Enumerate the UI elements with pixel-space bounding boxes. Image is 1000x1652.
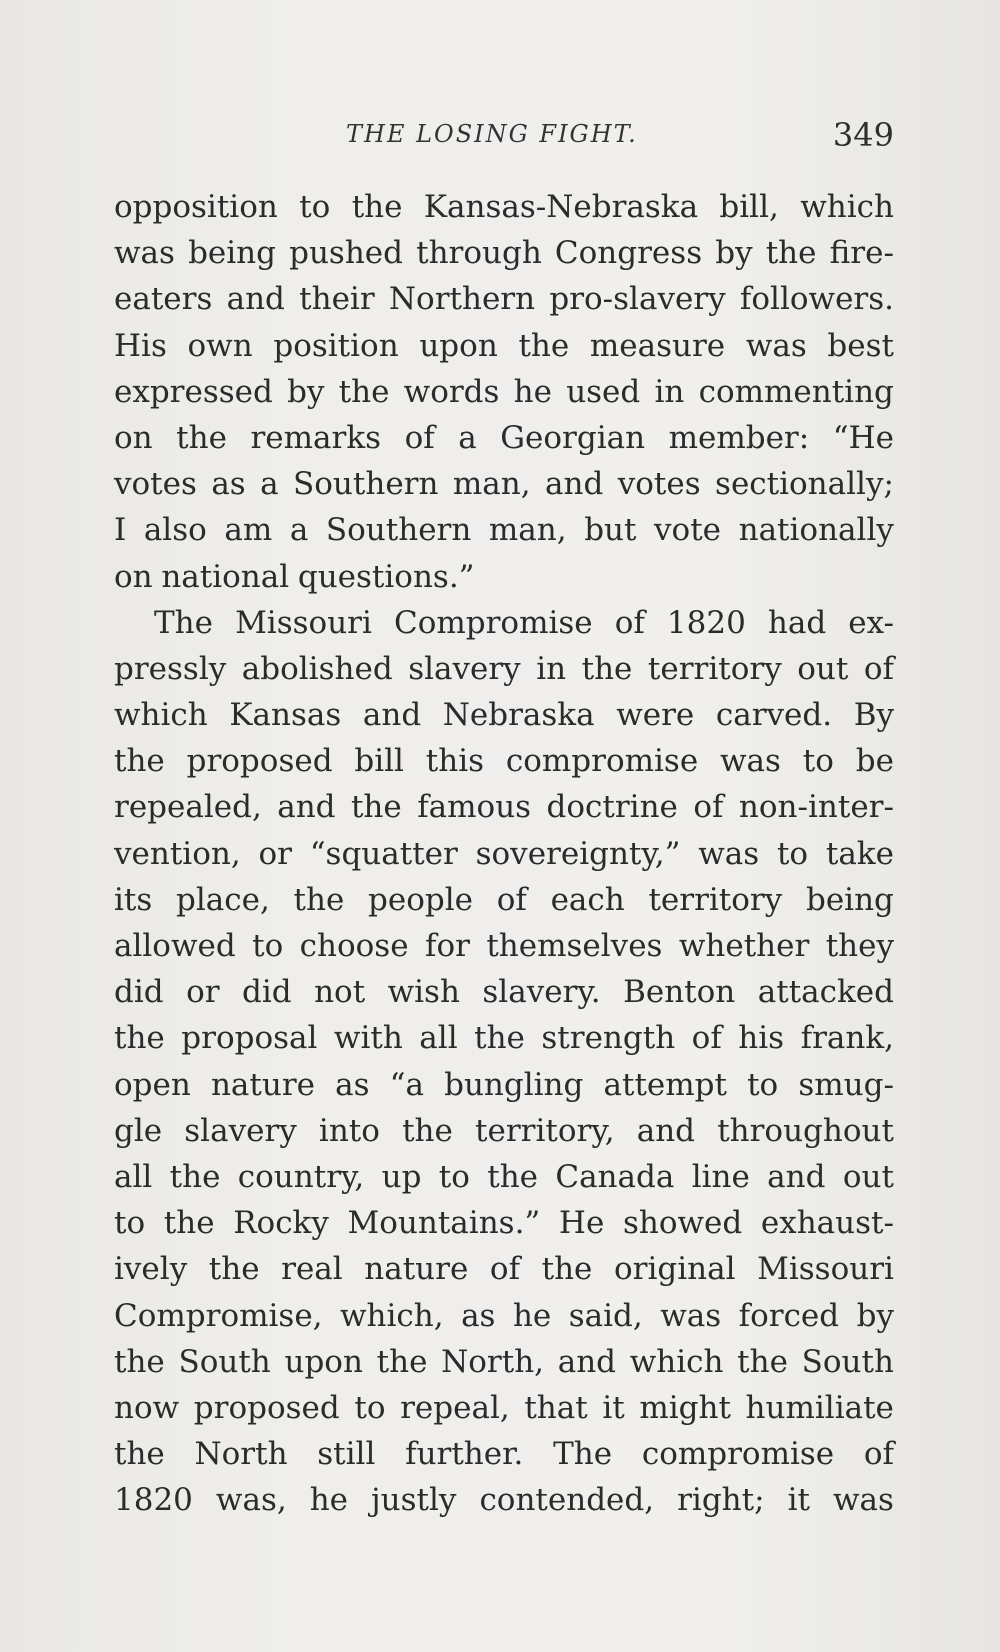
text-line (114, 969, 894, 1015)
word: attempt (603, 1066, 727, 1103)
word: and (277, 789, 336, 826)
word: of (691, 1020, 722, 1057)
word: upon (284, 1343, 363, 1380)
word: attacked (757, 974, 894, 1011)
word: or (258, 835, 292, 872)
word: slavery (184, 1112, 297, 1149)
text-line (114, 230, 894, 276)
word: The (553, 1436, 613, 1473)
word: ex- (848, 604, 894, 641)
word: not (314, 974, 366, 1011)
word: or (186, 974, 220, 1011)
word: the (487, 1158, 539, 1195)
word: was (832, 1482, 894, 1519)
word: to (802, 743, 834, 780)
word: used (566, 373, 641, 410)
word: best (827, 327, 894, 364)
word: proposal (181, 1020, 318, 1057)
word: of (614, 604, 645, 641)
word: to (299, 189, 331, 225)
word: had (767, 604, 827, 641)
word: of (863, 1436, 894, 1473)
word: pressly (114, 650, 227, 687)
word: all (114, 1158, 153, 1195)
text-line (114, 1385, 894, 1431)
word: through (416, 235, 542, 272)
word: was (745, 327, 807, 364)
word: by (287, 373, 325, 410)
word: territory (647, 650, 782, 687)
word: Compromise (393, 604, 593, 641)
word: territory (648, 881, 783, 918)
text-line (114, 1062, 894, 1108)
word: questions.” (297, 558, 475, 595)
page-number: 349 (832, 116, 894, 154)
word: 1820 (114, 1482, 193, 1519)
word: Rocky (233, 1205, 329, 1242)
word: and (767, 1158, 826, 1195)
word: their (299, 281, 375, 318)
word: “He (832, 419, 894, 456)
word: North (194, 1436, 288, 1473)
word: and (557, 1343, 617, 1380)
word: being (805, 881, 894, 918)
word: on (114, 558, 153, 595)
word: up (381, 1158, 422, 1195)
word: to (747, 1066, 779, 1103)
word: ively (114, 1251, 188, 1288)
word: the (402, 1112, 453, 1149)
word: vention, (114, 835, 241, 872)
word: choose (299, 928, 409, 964)
word: a (260, 466, 279, 503)
word: to (438, 1158, 470, 1195)
word: in (654, 373, 685, 410)
word: carved. (715, 697, 833, 734)
word: the (474, 1020, 525, 1057)
text-line (114, 1015, 894, 1061)
word: of (496, 881, 527, 918)
word: Southern (293, 466, 439, 503)
word: all (419, 1020, 458, 1057)
word: his (738, 1020, 785, 1057)
word: the (765, 235, 817, 272)
word: a (458, 419, 477, 456)
word: open (114, 1066, 191, 1103)
word: “a (389, 1066, 424, 1103)
text-line (114, 184, 894, 230)
text-line (114, 415, 894, 461)
word: slavery (408, 650, 521, 687)
text-line (114, 738, 894, 784)
word: words (403, 373, 500, 410)
word: remarks (250, 419, 382, 456)
word: out (842, 1158, 894, 1195)
word: place, (176, 881, 270, 918)
word: to (354, 1389, 386, 1426)
word: of (489, 1251, 521, 1288)
word: Congress (554, 235, 703, 272)
word: on (114, 419, 153, 456)
word: with (333, 1020, 403, 1057)
word: Missouri (235, 604, 372, 641)
word: it (602, 1389, 625, 1426)
text-line (114, 1108, 894, 1154)
word: Georgian (500, 419, 646, 456)
word: Benton (623, 974, 736, 1011)
word: this (425, 743, 485, 780)
text-line (114, 600, 894, 646)
word: he (513, 373, 552, 410)
text-line (114, 784, 894, 830)
word: national (161, 558, 290, 595)
word: own (187, 327, 253, 364)
text-line (114, 1293, 894, 1339)
running-head (114, 116, 894, 160)
word: to (114, 1205, 146, 1242)
text-line (114, 1246, 894, 1292)
word: forced (738, 1297, 840, 1334)
word: proposed (193, 1389, 340, 1426)
word: Nebraska (442, 697, 595, 734)
word: original (613, 1251, 736, 1288)
word: pushed (289, 235, 403, 272)
word: which (800, 189, 894, 225)
word: territory, (475, 1112, 615, 1149)
word: I (114, 512, 127, 549)
word: slavery. (482, 974, 601, 1011)
word: be (855, 743, 894, 780)
word: the (114, 1436, 165, 1473)
word: to (252, 928, 284, 964)
word: humiliate (745, 1389, 894, 1426)
word: Compromise, (114, 1297, 323, 1334)
word: and (226, 281, 285, 318)
word: upon (419, 327, 498, 364)
word: of (863, 650, 894, 687)
word: pro-slavery (549, 281, 726, 318)
word: proposed (186, 743, 333, 780)
word: real (281, 1251, 343, 1288)
text-line (114, 1431, 894, 1477)
text-line (114, 1200, 894, 1246)
word: His (114, 327, 167, 364)
word: man, (452, 466, 531, 503)
word: out (797, 650, 849, 687)
word: “squatter (309, 835, 458, 872)
word: showed (622, 1205, 743, 1242)
text-line (114, 507, 894, 553)
text-line (114, 554, 894, 600)
word: was, (215, 1482, 287, 1519)
word: throughout (717, 1112, 894, 1149)
word: sovereignty,” (475, 835, 681, 872)
word: themselves (486, 928, 663, 964)
word: was (698, 835, 760, 872)
word: smug- (798, 1066, 894, 1103)
word: to (776, 835, 809, 872)
word: they (825, 928, 894, 964)
word: frank, (800, 1020, 894, 1057)
word: of (693, 789, 724, 826)
word: right; (677, 1482, 765, 1519)
text-line (114, 461, 894, 507)
word: as (335, 1066, 370, 1103)
text-line (114, 369, 894, 415)
word: was (660, 1297, 722, 1334)
word: did (114, 974, 164, 1011)
word: man, (488, 512, 567, 549)
word: whether (678, 928, 810, 964)
text-line (114, 1339, 894, 1385)
word: line (691, 1158, 750, 1195)
word: people (368, 881, 473, 918)
word: Missouri (757, 1251, 894, 1288)
word: compromise (505, 743, 699, 780)
word: eaters (114, 281, 213, 318)
text-line (114, 1477, 894, 1523)
word: Northern (388, 281, 536, 318)
word: which (114, 697, 208, 734)
word: by (715, 235, 753, 272)
word: the (351, 189, 403, 225)
word: a (289, 512, 309, 549)
word: famous (417, 789, 532, 826)
word: by (856, 1297, 894, 1334)
word: nature (364, 1251, 469, 1288)
word: wish (387, 974, 460, 1011)
word: the (293, 881, 345, 918)
word: sectionally; (715, 466, 894, 503)
text-line (114, 646, 894, 692)
word: am (224, 512, 273, 549)
word: he (512, 1297, 552, 1334)
word: followers. (739, 281, 894, 318)
word: expressed (114, 373, 273, 410)
word: take (825, 835, 894, 872)
word: votes (617, 466, 701, 503)
word: the (163, 1205, 215, 1242)
text-line (114, 923, 894, 969)
word: the (376, 1343, 428, 1380)
word: was (114, 235, 175, 272)
word: in (536, 650, 567, 687)
word: By (853, 697, 894, 734)
word: the (338, 373, 390, 410)
word: the (208, 1251, 260, 1288)
word: contended, (479, 1482, 655, 1519)
word: bungling (444, 1066, 584, 1103)
word: Kansas (229, 697, 342, 734)
word: as (211, 466, 246, 503)
word: nature (210, 1066, 315, 1103)
word: that (524, 1389, 588, 1426)
word: and (545, 466, 604, 503)
word: justly (371, 1482, 457, 1519)
word: strength (541, 1020, 676, 1057)
word: Canada (555, 1158, 675, 1195)
word: repeal, (400, 1389, 510, 1426)
word: opposition (114, 189, 278, 225)
text-line (114, 323, 894, 369)
word: into (318, 1112, 380, 1149)
word: he (309, 1482, 349, 1519)
word: which, (340, 1297, 444, 1334)
word: said, (568, 1297, 643, 1334)
word: He (558, 1205, 605, 1242)
word: might (639, 1389, 731, 1426)
word: further. (405, 1436, 524, 1473)
word: bill, (719, 189, 779, 225)
word: exhaust- (760, 1205, 894, 1242)
word: gle (114, 1112, 163, 1149)
word: was (720, 743, 781, 780)
word: measure (589, 327, 726, 364)
word: did (242, 974, 292, 1011)
word: the (176, 419, 227, 456)
word: vote (654, 512, 722, 549)
text-line (114, 831, 894, 877)
word: and (636, 1112, 696, 1149)
text-line (114, 1154, 894, 1200)
word: position (273, 327, 399, 364)
word: were (616, 697, 695, 734)
word: North, (441, 1343, 545, 1380)
word: Mountains.” (347, 1205, 541, 1242)
word: for (424, 928, 470, 964)
word: non-inter- (738, 789, 894, 826)
word: the (518, 327, 570, 364)
word: the (114, 743, 165, 780)
word: votes (114, 466, 197, 503)
word: abolished (241, 650, 393, 687)
word: repealed, (114, 789, 262, 826)
word: member: (668, 419, 810, 456)
word: the (169, 1158, 221, 1195)
word: the (114, 1343, 165, 1380)
word: the (541, 1251, 593, 1288)
word: South (801, 1343, 894, 1380)
word: which (629, 1343, 724, 1380)
word: of (404, 419, 435, 456)
text-line (114, 276, 894, 322)
word: 1820 (666, 604, 746, 641)
word: South (178, 1343, 271, 1380)
word: compromise (641, 1436, 835, 1473)
word: its (114, 881, 153, 918)
word: being (188, 235, 276, 272)
text-line (114, 692, 894, 738)
word: the (737, 1343, 788, 1380)
word: nationally (738, 512, 894, 549)
word: now (114, 1389, 180, 1426)
word: the (581, 650, 633, 687)
word: commenting (698, 373, 894, 410)
word: allowed (114, 928, 236, 964)
text-line (114, 877, 894, 923)
word: each (550, 881, 625, 918)
word: the (114, 1020, 165, 1057)
body-text (114, 184, 894, 1523)
word: fire- (829, 235, 894, 272)
word: also (143, 512, 207, 549)
word: the (350, 789, 402, 826)
word: it (787, 1482, 810, 1519)
word: but (584, 512, 637, 549)
word: country, (237, 1158, 365, 1195)
word: Kansas-Nebraska (423, 189, 699, 225)
running-title: THE LOSING FIGHT. (346, 120, 638, 148)
word: as (461, 1297, 496, 1334)
word: still (317, 1436, 376, 1473)
word: doctrine (546, 789, 678, 826)
word: The (154, 604, 213, 641)
word: bill (354, 743, 404, 780)
word: and (362, 697, 422, 734)
word: Southern (325, 512, 472, 549)
